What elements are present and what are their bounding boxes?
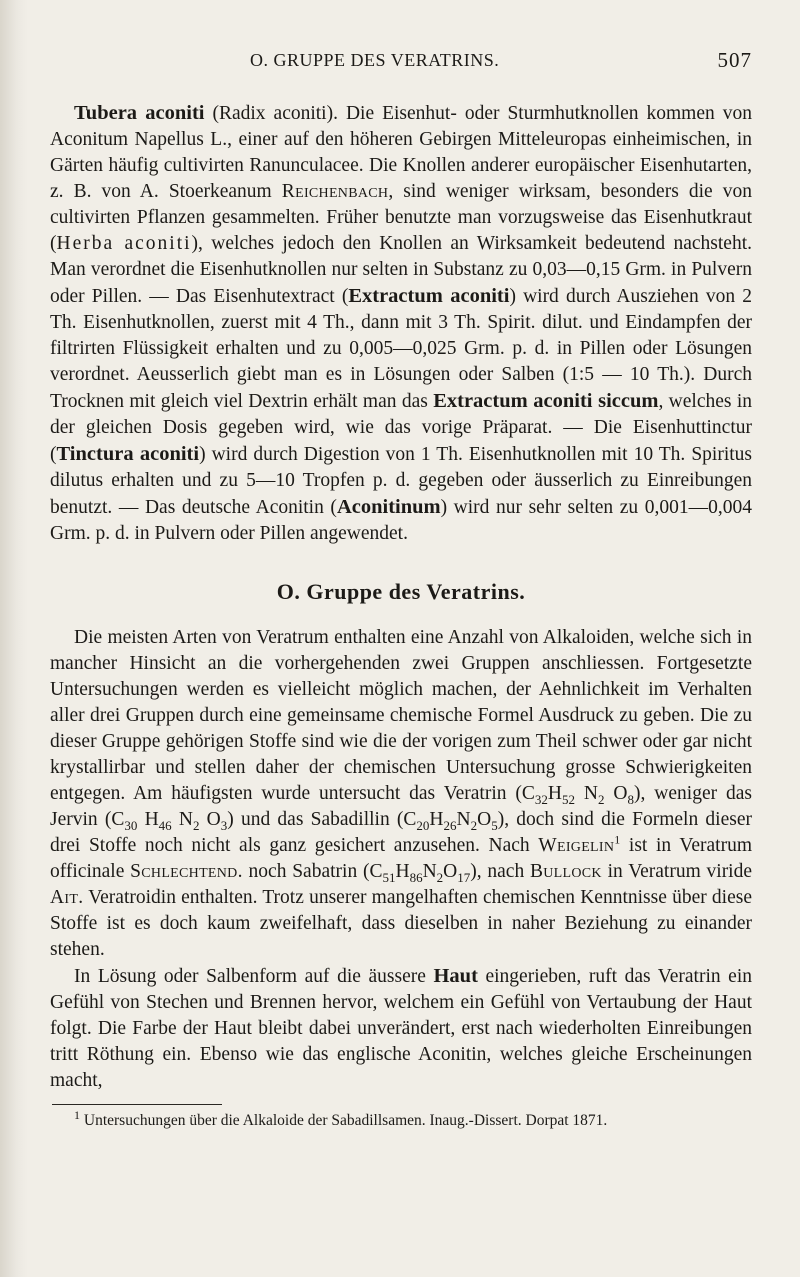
term-tinctura-aconiti: Tinctura aconiti	[56, 443, 200, 465]
footnote-divider	[52, 1104, 222, 1105]
text-run: , welches in der gleichen Dosis gegeben wird, wie das vorige Präparat. — Die Eisenhuttinctur (	[50, 391, 752, 465]
formula-element: O	[443, 861, 458, 882]
text-run: ), welches jedoch den Knollen an Wirksamkeit bedeutend nachsteht. Man verordnet die Eisenhutknollen nur selten in Substanz zu 0,03—0,15 Grm. in Pulvern oder Pillen. — Das Eisenhutextract (	[50, 233, 753, 307]
running-head-title: O. GRUPPE DES VERATRINS.	[250, 50, 500, 70]
author-name: Bullock	[529, 861, 602, 882]
text-run: in Veratrum viride	[601, 861, 753, 882]
formula-subscript: 2	[598, 791, 605, 807]
author-name: Schlechtend.	[130, 861, 243, 882]
formula-element: N	[422, 861, 437, 882]
term-herba-aconiti: Herba aconiti	[56, 233, 192, 254]
footnote-reference: 1	[614, 832, 621, 847]
formula-subscript: 2	[192, 817, 200, 833]
footnote-text: Untersuchungen über die Alkaloide der Sabadillsamen. Inaug.-Dissert. Dorpat 1871.	[80, 1112, 608, 1129]
term-tubera-aconiti: Tubera aconiti	[74, 102, 205, 124]
term-aconitinum: Aconitinum	[336, 496, 441, 518]
formula-subscript: 3	[220, 817, 228, 833]
text-run: (Radix aconiti). Die Eisenhut- oder Sturmhutknollen kommen von Aconitum Napellus L., einer auf den höheren Gebirgen Mitteleuropas einheimischen, in Gärten häufig cultivirten Ranunculacee. Die Knollen anderer europäischer Eisenhutarten, z. B. von A. Stoerkeanum	[50, 103, 752, 202]
formula-element: O	[199, 809, 221, 830]
paragraph-veratrum-alkaloids	[50, 625, 752, 963]
text-run: ), weniger das Jervin (C	[50, 783, 752, 830]
text-run: Die meisten Arten von Veratrum enthalten eine Anzahl von Alkaloiden, welche sich in mancher Hinsicht an die vorhergehenden zwei Gruppen anschliessen. Fortgesetzte Untersuchungen werden es vielleicht möglich machen, der Aehnlichkeit im Verhalten aller drei Gruppen durch eine gemeinsame chemische Formel Ausdruck zu geben. Die zu dieser Gruppe gehörigen Stoffe sind wie die der vorigen zum Theil schwer oder gar nicht krystallirbar und stellen daher der chemischen Untersuchung grosse Schwierigkeiten entgegen. Am häufigsten wurde untersucht das Veratrin (C	[50, 627, 752, 804]
formula-subscript: 20	[416, 817, 430, 833]
formula-subscript: 51	[382, 869, 396, 885]
formula-element: H	[429, 809, 444, 830]
paragraph-tubera-aconiti	[50, 100, 752, 547]
running-header	[50, 50, 752, 80]
author-name: Ait.	[50, 887, 84, 908]
text-run: , sind weniger wirksam, besonders die von cultivirten Pflanzen gesammelten. Früher benutzte man vorzugsweise das Eisenhutkraut (	[50, 181, 752, 254]
formula-subscript: 5	[491, 817, 498, 833]
formula-element: N	[456, 809, 471, 830]
formula-subscript: 8	[627, 791, 635, 807]
footnote-marker: 1	[74, 1107, 80, 1122]
formula-subscript: 46	[158, 817, 172, 833]
formula-element: O	[477, 809, 492, 830]
term-extractum-aconiti-siccum: Extractum aconiti siccum	[433, 390, 659, 412]
text-run: ) wird nur sehr selten zu 0,001—0,004 Grm. p. d. in Pulvern oder Pillen angewendet.	[50, 497, 752, 544]
formula-subscript: 2	[470, 817, 478, 833]
page-number: 507	[717, 48, 752, 72]
formula-subscript: 2	[436, 869, 444, 885]
text-run: noch Sabatrin (C	[242, 861, 383, 882]
text-run: ) wird durch Digestion von 1 Th. Eisenhutknollen mit 10 Th. Spiritus dilutus erhalten und zu 5—10 Tropfen p. d. gegeben oder äusserlich zu Einreibungen benutzt. — Das deutsche Aconitin (	[50, 444, 752, 518]
text-run: In Lösung oder Salbenform auf die äussere	[74, 966, 434, 987]
formula-element: H	[137, 809, 159, 830]
text-run: ) und das Sabadillin (C	[227, 809, 417, 830]
formula-element: N	[575, 783, 599, 804]
formula-subscript: 52	[562, 791, 576, 807]
footnote	[50, 1107, 752, 1130]
formula-subscript: 30	[124, 817, 138, 833]
formula-subscript: 86	[409, 869, 423, 885]
text-run: ), doch sind die Formeln dieser drei Stoffe noch nicht als ganz gesichert anzusehen. Nach	[50, 809, 752, 856]
text-run: Veratroidin enthalten. Trotz unserer mangelhaften chemischen Kenntnisse über diese Stoffe ist es doch kaum zweifelhaft, dass dieselben in naher Beziehung zu einander stehen.	[50, 887, 752, 960]
author-name: Reichenbach	[281, 181, 389, 202]
formula-element: H	[547, 783, 563, 804]
formula-element: N	[171, 809, 193, 830]
text-run: ist in Veratrum officinale	[50, 835, 752, 882]
text-run: ), nach	[470, 861, 530, 882]
term-extractum-aconiti: Extractum aconiti	[348, 285, 510, 307]
author-name: Weigelin	[538, 835, 615, 856]
body-text	[50, 100, 752, 1130]
formula-subscript: 17	[457, 869, 471, 885]
term-haut: Haut	[433, 965, 478, 987]
page-edge-shadow	[0, 0, 28, 1277]
text-run: eingerieben, ruft das Veratrin ein Gefühl von Stechen und Brennen hervor, welchem ein Gefühl von Vertaubung der Haut folgt. Die Farbe der Haut bleibt dabei unverändert, erst nach wiederholten Einreibungen tritt Röthung ein. Ebenso wie das englische Aconitin, welches gleiche Erscheinungen macht,	[50, 966, 752, 1091]
paragraph-veratrin-skin	[50, 963, 752, 1094]
formula-element: H	[395, 861, 410, 882]
section-heading: O. Gruppe des Veratrins.	[276, 579, 526, 604]
book-page	[50, 50, 752, 1130]
formula-element: O	[604, 783, 628, 804]
text-run: ) wird durch Ausziehen von 2 Th. Eisenhutknollen, zuerst mit 4 Th., dann mit 3 Th. Spirit. dilut. und Eindampfen der filtrirten Flüssigkeit erhalten und zu 0,005—0,025 Grm. p. d. in Pillen oder Lösungen verordnet. Aeusserlich giebt man es in Lösungen oder Salben (1:5 — 10 Th.). Durch Trocknen mit gleich viel Dextrin erhält man das	[50, 286, 752, 412]
formula-subscript: 32	[534, 791, 548, 807]
formula-subscript: 26	[443, 817, 457, 833]
